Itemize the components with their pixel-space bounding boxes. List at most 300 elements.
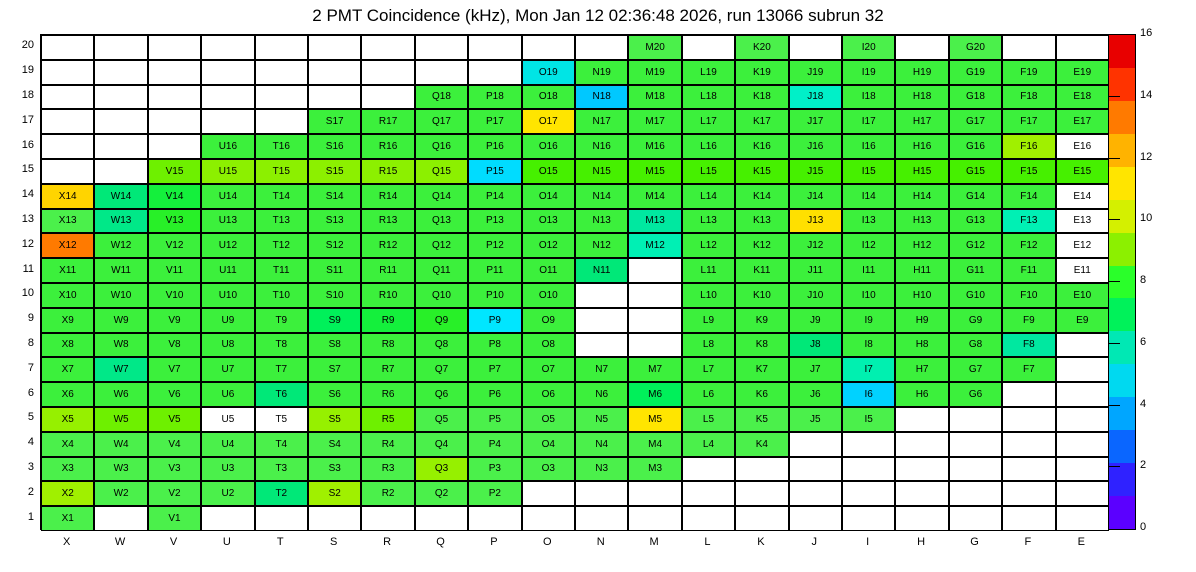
heatmap-cell[interactable]: Q3 [415,457,468,482]
heatmap-cell[interactable]: T13 [255,209,308,234]
heatmap-cell[interactable]: J14 [789,184,842,209]
heatmap-cell[interactable]: T11 [255,258,308,283]
heatmap-cell[interactable]: R6 [361,382,414,407]
heatmap-cell[interactable]: F13 [1002,209,1055,234]
heatmap-cell[interactable]: E11 [1056,258,1109,283]
heatmap-cell[interactable]: K14 [735,184,788,209]
heatmap-cell[interactable] [895,457,948,482]
heatmap-cell[interactable]: K20 [735,35,788,60]
heatmap-cell[interactable]: N14 [575,184,628,209]
heatmap-cell[interactable]: P16 [468,134,521,159]
heatmap-cell[interactable]: W10 [94,283,147,308]
heatmap-cell[interactable]: O8 [522,333,575,358]
heatmap-cell[interactable] [94,506,147,531]
heatmap-cell[interactable]: P17 [468,109,521,134]
heatmap-cell[interactable]: L13 [682,209,735,234]
heatmap-cell[interactable]: V2 [148,481,201,506]
heatmap-cell[interactable]: E14 [1056,184,1109,209]
heatmap-cell[interactable]: W13 [94,209,147,234]
heatmap-cell[interactable]: H14 [895,184,948,209]
heatmap-cell[interactable]: R17 [361,109,414,134]
heatmap-cell[interactable]: J12 [789,233,842,258]
heatmap-cell[interactable]: G19 [949,60,1002,85]
heatmap-cell[interactable]: F16 [1002,134,1055,159]
heatmap-cell[interactable] [949,481,1002,506]
heatmap-cell[interactable]: J19 [789,60,842,85]
heatmap-cell[interactable]: L6 [682,382,735,407]
heatmap-cell[interactable]: I8 [842,333,895,358]
heatmap-cell[interactable]: L17 [682,109,735,134]
heatmap-cell[interactable]: T15 [255,159,308,184]
heatmap-cell[interactable] [575,283,628,308]
heatmap-cell[interactable]: Q15 [415,159,468,184]
heatmap-cell[interactable]: K18 [735,85,788,110]
heatmap-cell[interactable] [201,506,254,531]
heatmap-cell[interactable]: H15 [895,159,948,184]
heatmap-cell[interactable]: R14 [361,184,414,209]
heatmap-cell[interactable]: Q16 [415,134,468,159]
heatmap-cell[interactable]: W11 [94,258,147,283]
heatmap-cell[interactable]: K9 [735,308,788,333]
heatmap-cell[interactable]: I19 [842,60,895,85]
heatmap-cell[interactable]: V14 [148,184,201,209]
heatmap-cell[interactable]: X5 [41,407,94,432]
heatmap-cell[interactable] [575,481,628,506]
heatmap-cell[interactable]: S15 [308,159,361,184]
heatmap-cell[interactable]: F9 [1002,308,1055,333]
heatmap-cell[interactable]: I17 [842,109,895,134]
heatmap-cell[interactable]: H11 [895,258,948,283]
heatmap-cell[interactable]: I18 [842,85,895,110]
heatmap-cell[interactable]: X1 [41,506,94,531]
heatmap-cell[interactable]: R4 [361,432,414,457]
heatmap-cell[interactable]: H9 [895,308,948,333]
heatmap-cell[interactable]: X11 [41,258,94,283]
heatmap-cell[interactable]: L4 [682,432,735,457]
heatmap-cell[interactable]: W8 [94,333,147,358]
heatmap-cell[interactable]: H7 [895,357,948,382]
heatmap-cell[interactable]: W7 [94,357,147,382]
heatmap-cell[interactable]: P15 [468,159,521,184]
heatmap-cell[interactable]: E17 [1056,109,1109,134]
heatmap-cell[interactable]: X8 [41,333,94,358]
heatmap-cell[interactable] [895,432,948,457]
heatmap-cell[interactable]: M13 [628,209,681,234]
heatmap-cell[interactable]: N3 [575,457,628,482]
heatmap-cell[interactable]: Q13 [415,209,468,234]
heatmap-cell[interactable]: O4 [522,432,575,457]
heatmap-cell[interactable]: S9 [308,308,361,333]
heatmap-cell[interactable]: P5 [468,407,521,432]
heatmap-cell[interactable]: T10 [255,283,308,308]
heatmap-cell[interactable]: X3 [41,457,94,482]
heatmap-cell[interactable]: H10 [895,283,948,308]
heatmap-cell[interactable]: O19 [522,60,575,85]
heatmap-cell[interactable]: U16 [201,134,254,159]
heatmap-cell[interactable]: E9 [1056,308,1109,333]
heatmap-cell[interactable] [842,506,895,531]
heatmap-cell[interactable]: F12 [1002,233,1055,258]
heatmap-cell[interactable]: X13 [41,209,94,234]
heatmap-cell[interactable]: H18 [895,85,948,110]
heatmap-cell[interactable]: Q11 [415,258,468,283]
heatmap-cell[interactable]: E19 [1056,60,1109,85]
heatmap-cell[interactable]: T2 [255,481,308,506]
heatmap-cell[interactable]: L14 [682,184,735,209]
heatmap-cell[interactable]: U15 [201,159,254,184]
heatmap-cell[interactable]: O9 [522,308,575,333]
heatmap-cell[interactable]: F18 [1002,85,1055,110]
heatmap-cell[interactable]: R7 [361,357,414,382]
heatmap-cell[interactable]: L19 [682,60,735,85]
heatmap-cell[interactable]: O7 [522,357,575,382]
heatmap-cell[interactable] [628,481,681,506]
heatmap-cell[interactable]: R13 [361,209,414,234]
heatmap-cell[interactable]: I9 [842,308,895,333]
heatmap-cell[interactable]: N18 [575,85,628,110]
heatmap-cell[interactable]: K19 [735,60,788,85]
heatmap-cell[interactable] [1056,382,1109,407]
heatmap-cell[interactable]: H19 [895,60,948,85]
heatmap-cell[interactable] [1056,333,1109,358]
heatmap-cell[interactable] [361,506,414,531]
heatmap-cell[interactable]: M5 [628,407,681,432]
heatmap-cell[interactable]: N13 [575,209,628,234]
heatmap-cell[interactable]: M20 [628,35,681,60]
heatmap-cell[interactable]: S4 [308,432,361,457]
heatmap-cell[interactable]: O3 [522,457,575,482]
heatmap-cell[interactable]: N4 [575,432,628,457]
heatmap-cell[interactable]: W6 [94,382,147,407]
heatmap-cell[interactable]: J7 [789,357,842,382]
heatmap-cell[interactable] [1056,357,1109,382]
heatmap-cell[interactable]: Q9 [415,308,468,333]
heatmap-cell[interactable]: U7 [201,357,254,382]
heatmap-cell[interactable]: X4 [41,432,94,457]
heatmap-cell[interactable]: G10 [949,283,1002,308]
heatmap-cell[interactable]: M12 [628,233,681,258]
heatmap-cell[interactable]: I13 [842,209,895,234]
heatmap-cell[interactable]: U10 [201,283,254,308]
heatmap-cell[interactable] [1002,457,1055,482]
heatmap-cell[interactable]: J15 [789,159,842,184]
heatmap-cell[interactable]: J5 [789,407,842,432]
heatmap-cell[interactable]: G7 [949,357,1002,382]
heatmap-cell[interactable]: R5 [361,407,414,432]
heatmap-cell[interactable]: R10 [361,283,414,308]
heatmap-cell[interactable]: T7 [255,357,308,382]
heatmap-cell[interactable] [575,308,628,333]
heatmap-cell[interactable]: O18 [522,85,575,110]
heatmap-cell[interactable]: L11 [682,258,735,283]
heatmap-cell[interactable]: J13 [789,209,842,234]
heatmap-cell[interactable]: V11 [148,258,201,283]
heatmap-cell[interactable]: T14 [255,184,308,209]
heatmap-cell[interactable]: Q12 [415,233,468,258]
heatmap-cell[interactable]: S7 [308,357,361,382]
heatmap-cell[interactable] [628,506,681,531]
heatmap-cell[interactable]: I11 [842,258,895,283]
heatmap-cell[interactable]: F17 [1002,109,1055,134]
heatmap-cell[interactable]: U8 [201,333,254,358]
heatmap-cell[interactable] [1002,382,1055,407]
heatmap-cell[interactable]: G14 [949,184,1002,209]
heatmap-cell[interactable]: U4 [201,432,254,457]
heatmap-cell[interactable]: J6 [789,382,842,407]
heatmap-cell[interactable]: I16 [842,134,895,159]
heatmap-cell[interactable]: M18 [628,85,681,110]
heatmap-cell[interactable]: X12 [41,233,94,258]
heatmap-cell[interactable]: S10 [308,283,361,308]
heatmap-cell[interactable]: Q17 [415,109,468,134]
heatmap-cell[interactable]: K6 [735,382,788,407]
heatmap-cell[interactable] [1056,481,1109,506]
heatmap-cell[interactable]: K12 [735,233,788,258]
heatmap-cell[interactable]: Q6 [415,382,468,407]
heatmap-cell[interactable] [949,457,1002,482]
heatmap-cell[interactable]: W9 [94,308,147,333]
heatmap-cell[interactable] [789,432,842,457]
heatmap-cell[interactable]: G15 [949,159,1002,184]
heatmap-cell[interactable]: Q4 [415,432,468,457]
heatmap-cell[interactable]: P11 [468,258,521,283]
heatmap-cell[interactable]: W4 [94,432,147,457]
heatmap-cell[interactable] [735,457,788,482]
heatmap-cell[interactable]: V1 [148,506,201,531]
heatmap-cell[interactable]: L16 [682,134,735,159]
heatmap-cell[interactable]: M16 [628,134,681,159]
heatmap-cell[interactable]: G13 [949,209,1002,234]
heatmap-cell[interactable]: Q5 [415,407,468,432]
heatmap-cell[interactable]: P7 [468,357,521,382]
heatmap-cell[interactable]: I20 [842,35,895,60]
heatmap-cell[interactable]: H13 [895,209,948,234]
heatmap-cell[interactable] [575,506,628,531]
heatmap-cell[interactable] [842,481,895,506]
heatmap-cell[interactable]: T16 [255,134,308,159]
heatmap-cell[interactable]: V8 [148,333,201,358]
heatmap-cell[interactable]: X6 [41,382,94,407]
heatmap-cell[interactable]: W12 [94,233,147,258]
heatmap-cell[interactable]: S12 [308,233,361,258]
heatmap-cell[interactable]: G20 [949,35,1002,60]
heatmap-cell[interactable]: T8 [255,333,308,358]
heatmap-cell[interactable]: F10 [1002,283,1055,308]
heatmap-cell[interactable]: Q10 [415,283,468,308]
heatmap-cell[interactable]: W2 [94,481,147,506]
heatmap-cell[interactable]: X2 [41,481,94,506]
heatmap-cell[interactable] [628,333,681,358]
heatmap-cell[interactable] [308,506,361,531]
heatmap-cell[interactable]: L8 [682,333,735,358]
heatmap-cell[interactable]: V3 [148,457,201,482]
heatmap-cell[interactable]: K7 [735,357,788,382]
heatmap-cell[interactable] [1056,407,1109,432]
heatmap-cell[interactable]: U2 [201,481,254,506]
heatmap-cell[interactable]: M15 [628,159,681,184]
heatmap-cell[interactable] [682,481,735,506]
heatmap-cell[interactable]: N6 [575,382,628,407]
heatmap-cell[interactable]: U9 [201,308,254,333]
heatmap-cell[interactable]: O11 [522,258,575,283]
heatmap-cell[interactable]: V5 [148,407,201,432]
heatmap-cell[interactable]: F14 [1002,184,1055,209]
heatmap-cell[interactable]: G6 [949,382,1002,407]
heatmap-cell[interactable] [949,407,1002,432]
heatmap-cell[interactable]: T4 [255,432,308,457]
heatmap-cell[interactable]: P13 [468,209,521,234]
heatmap-cell[interactable]: N19 [575,60,628,85]
heatmap-cell[interactable]: U12 [201,233,254,258]
heatmap-cell[interactable] [1056,432,1109,457]
heatmap-cell[interactable]: V9 [148,308,201,333]
heatmap-cell[interactable] [949,506,1002,531]
heatmap-cell[interactable]: G16 [949,134,1002,159]
heatmap-cell[interactable]: L10 [682,283,735,308]
heatmap-cell[interactable]: M3 [628,457,681,482]
heatmap-cell[interactable]: Q7 [415,357,468,382]
heatmap-cell[interactable]: P4 [468,432,521,457]
heatmap-cell[interactable]: H6 [895,382,948,407]
heatmap-cell[interactable]: N15 [575,159,628,184]
heatmap-cell[interactable] [1002,506,1055,531]
heatmap-cell[interactable] [468,506,521,531]
heatmap-cell[interactable]: J18 [789,85,842,110]
heatmap-cell[interactable]: M7 [628,357,681,382]
heatmap-cell[interactable]: M4 [628,432,681,457]
heatmap-cell[interactable]: F8 [1002,333,1055,358]
heatmap-cell[interactable]: V12 [148,233,201,258]
heatmap-cell[interactable]: E12 [1056,233,1109,258]
heatmap-cell[interactable]: S17 [308,109,361,134]
heatmap-cell[interactable]: U11 [201,258,254,283]
heatmap-cell[interactable] [895,481,948,506]
heatmap-cell[interactable]: N11 [575,258,628,283]
heatmap-cell[interactable]: E10 [1056,283,1109,308]
heatmap-cell[interactable]: E15 [1056,159,1109,184]
heatmap-cell[interactable]: Q2 [415,481,468,506]
heatmap-cell[interactable]: G17 [949,109,1002,134]
heatmap-cell[interactable] [682,506,735,531]
heatmap-cell[interactable] [789,481,842,506]
heatmap-cell[interactable] [628,308,681,333]
heatmap-cell[interactable] [1002,407,1055,432]
heatmap-cell[interactable]: R15 [361,159,414,184]
heatmap-cell[interactable] [1002,481,1055,506]
heatmap-cell[interactable]: P8 [468,333,521,358]
heatmap-cell[interactable]: S5 [308,407,361,432]
heatmap-cell[interactable] [789,506,842,531]
heatmap-cell[interactable]: O6 [522,382,575,407]
heatmap-cell[interactable]: L12 [682,233,735,258]
heatmap-cell[interactable]: V10 [148,283,201,308]
heatmap-cell[interactable]: Q18 [415,85,468,110]
heatmap-cell[interactable]: H16 [895,134,948,159]
heatmap-cell[interactable]: G8 [949,333,1002,358]
heatmap-cell[interactable]: O13 [522,209,575,234]
heatmap-cell[interactable]: U13 [201,209,254,234]
heatmap-cell[interactable]: G12 [949,233,1002,258]
heatmap-cell[interactable] [1002,432,1055,457]
heatmap-cell[interactable]: H12 [895,233,948,258]
heatmap-cell[interactable]: K17 [735,109,788,134]
heatmap-cell[interactable] [735,506,788,531]
heatmap-cell[interactable]: G11 [949,258,1002,283]
heatmap-cell[interactable]: S13 [308,209,361,234]
heatmap-cell[interactable]: S6 [308,382,361,407]
heatmap-cell[interactable]: M19 [628,60,681,85]
heatmap-cell[interactable]: P10 [468,283,521,308]
heatmap-cell[interactable]: S3 [308,457,361,482]
heatmap-cell[interactable] [522,506,575,531]
heatmap-cell[interactable]: K13 [735,209,788,234]
heatmap-cell[interactable]: F19 [1002,60,1055,85]
heatmap-cell[interactable]: I10 [842,283,895,308]
heatmap-cell[interactable]: L9 [682,308,735,333]
heatmap-cell[interactable]: P12 [468,233,521,258]
heatmap-cell[interactable] [949,432,1002,457]
heatmap-cell[interactable] [789,457,842,482]
heatmap-cell[interactable]: E18 [1056,85,1109,110]
heatmap-cell[interactable]: I14 [842,184,895,209]
heatmap-cell[interactable]: R11 [361,258,414,283]
heatmap-cell[interactable] [522,481,575,506]
heatmap-cell[interactable]: L18 [682,85,735,110]
heatmap-cell[interactable]: G9 [949,308,1002,333]
heatmap-cell[interactable]: G18 [949,85,1002,110]
heatmap-cell[interactable]: K10 [735,283,788,308]
heatmap-cell[interactable]: N5 [575,407,628,432]
heatmap-cell[interactable]: K8 [735,333,788,358]
heatmap-cell[interactable] [895,407,948,432]
heatmap-cell[interactable]: J10 [789,283,842,308]
heatmap-cell[interactable] [842,432,895,457]
heatmap-cell[interactable]: T5 [255,407,308,432]
heatmap-cell[interactable]: U6 [201,382,254,407]
heatmap-cell[interactable]: S14 [308,184,361,209]
heatmap-cell[interactable]: J11 [789,258,842,283]
heatmap-cell[interactable]: T12 [255,233,308,258]
heatmap-cell[interactable]: R3 [361,457,414,482]
heatmap-cell[interactable]: O5 [522,407,575,432]
heatmap-cell[interactable]: M6 [628,382,681,407]
heatmap-cell[interactable]: P14 [468,184,521,209]
heatmap-cell[interactable]: I6 [842,382,895,407]
heatmap-cell[interactable]: E13 [1056,209,1109,234]
heatmap-cell[interactable]: P2 [468,481,521,506]
heatmap-cell[interactable]: H8 [895,333,948,358]
heatmap-cell[interactable]: U5 [201,407,254,432]
heatmap-cell[interactable]: I15 [842,159,895,184]
heatmap-cell[interactable]: T6 [255,382,308,407]
heatmap-cell[interactable]: N16 [575,134,628,159]
heatmap-cell[interactable]: M14 [628,184,681,209]
heatmap-cell[interactable] [415,506,468,531]
heatmap-cell[interactable]: J16 [789,134,842,159]
heatmap-cell[interactable]: R16 [361,134,414,159]
heatmap-cell[interactable]: O12 [522,233,575,258]
heatmap-cell[interactable]: W5 [94,407,147,432]
heatmap-cell[interactable]: I12 [842,233,895,258]
heatmap-cell[interactable]: O10 [522,283,575,308]
heatmap-cell[interactable]: L7 [682,357,735,382]
heatmap-cell[interactable]: P18 [468,85,521,110]
heatmap-cell[interactable]: V15 [148,159,201,184]
heatmap-cell[interactable]: K4 [735,432,788,457]
heatmap-cell[interactable]: E16 [1056,134,1109,159]
heatmap-cell[interactable]: X9 [41,308,94,333]
heatmap-cell[interactable]: J17 [789,109,842,134]
